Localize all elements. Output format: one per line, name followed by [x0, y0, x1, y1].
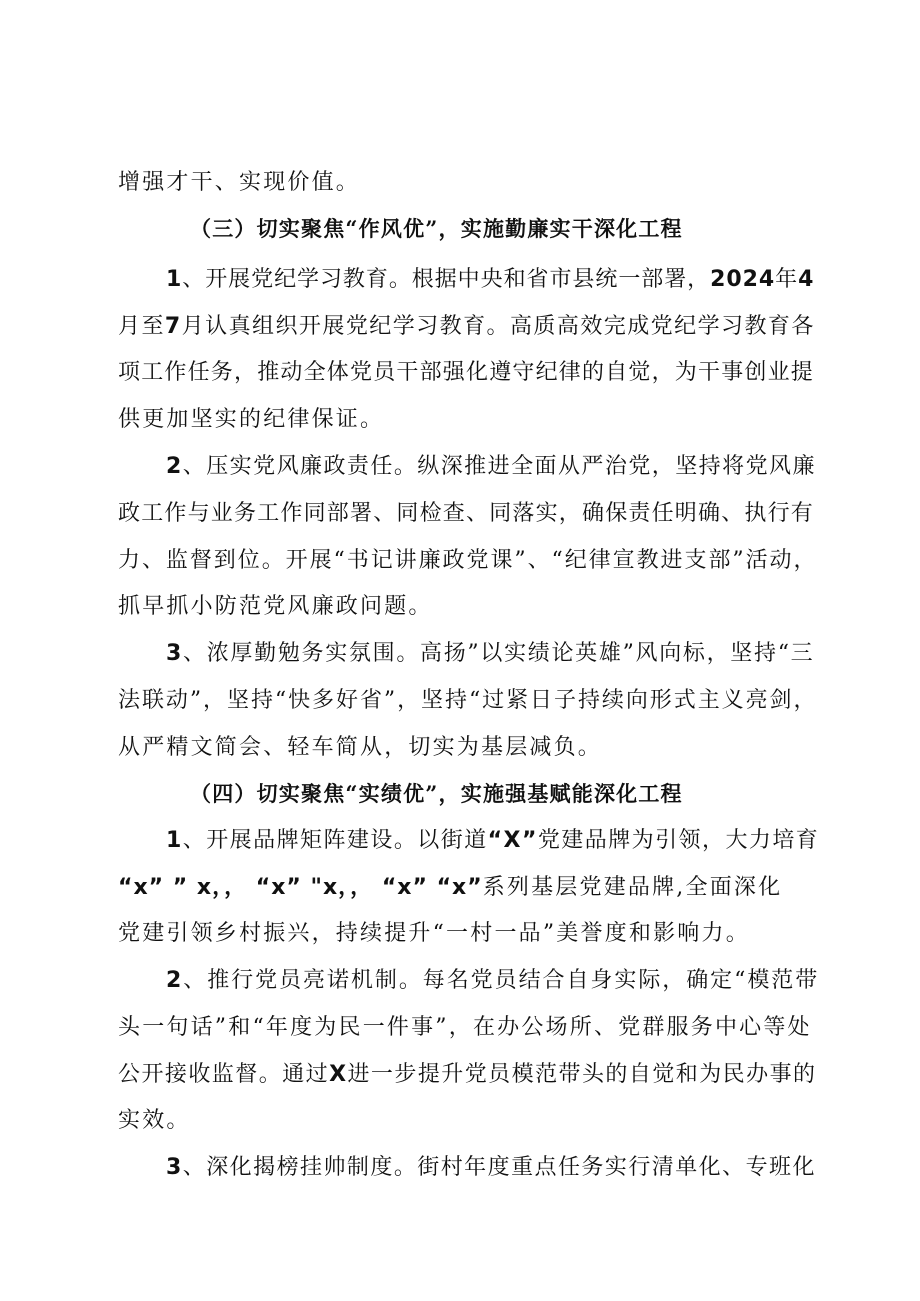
text-span: 从严精文简会、轻车简从，切实为基层减负。	[118, 735, 603, 760]
text-span: 党建引领乡村振兴，持续提升“一村一品”美誉度和影响力。	[118, 921, 750, 946]
text-span: 、浓厚勤勉务实氛围。高扬”以实绩论英雄”风向标，坚持“三	[183, 641, 815, 666]
text-span: 、开展品牌矩阵建设。以街道	[182, 828, 488, 853]
text-span: 、推行党员亮诺机制。每名党员结合自身实际，确定“模范带	[183, 968, 820, 993]
month-number: 4	[798, 267, 815, 292]
body-line	[166, 966, 818, 996]
heading-text: （四）切实聚焦“实绩优”，实施强基赋能深化工程	[190, 781, 683, 806]
text-span: 供更加坚实的纪律保证。	[118, 407, 385, 432]
item-number: 3	[166, 1155, 183, 1180]
body-line	[118, 919, 818, 949]
item-number: 2	[166, 968, 184, 993]
body-line	[118, 499, 818, 529]
text-span: 增强才干、实现价值。	[118, 170, 361, 195]
body-line	[166, 1153, 818, 1183]
body-line	[118, 546, 818, 576]
brand-list: “x” ” x，， “x” "x，， “x” “x”	[118, 875, 483, 900]
text-span: 法联动”，坚持“快多好省”，坚持“过紧日子持续向形式主义亮剑，	[118, 688, 818, 713]
text-span: 年	[775, 267, 799, 292]
text-span: 实效。	[118, 1108, 191, 1133]
section-heading-3	[190, 214, 810, 244]
body-line	[118, 358, 818, 388]
body-line	[166, 826, 818, 856]
heading-text: （三）切实聚焦“作风优”，实施勤廉实干深化工程	[190, 216, 683, 241]
body-line	[166, 452, 818, 482]
text-span: 月认真组织开展党纪学习教育。高质高效完成党纪学习教育各	[181, 314, 815, 339]
item-number: 1	[166, 828, 183, 853]
body-line	[118, 686, 818, 716]
body-line	[118, 733, 818, 763]
body-line	[118, 405, 818, 435]
text-span: 月至	[118, 314, 165, 339]
brand-name: “X”	[487, 828, 538, 853]
text-span: 公开接收监督。通过	[118, 1062, 330, 1087]
item-number: 1	[166, 267, 183, 292]
body-line	[118, 1106, 818, 1136]
item-number: 3	[166, 641, 184, 666]
text-span: 头一句话”和“年度为民一件事”，在办公场所、党群服务中心等处	[118, 1015, 812, 1040]
year-number: 2024	[710, 267, 776, 292]
section-heading-4	[190, 779, 810, 809]
body-line	[118, 1013, 818, 1043]
text-span: 系列基层党建品牌,全面深化	[482, 875, 783, 900]
text-span: 进一步提升党员模范带头的自觉和为民办事的	[347, 1062, 817, 1087]
placeholder-x: X	[329, 1062, 348, 1087]
body-line	[166, 639, 818, 669]
body-line	[166, 265, 818, 295]
body-line	[118, 168, 818, 198]
text-span: 、深化揭榜挂帅制度。街村年度重点任务实行清单化、专班化	[182, 1155, 816, 1180]
text-span: 项工作任务，推动全体党员干部强化遵守纪律的自觉，为干事创业提	[118, 360, 815, 385]
text-span: 力、监督到位。开展“书记讲廉政党课”、“纪律宣教进支部”活动，	[118, 548, 818, 573]
body-line	[118, 592, 818, 622]
item-number: 2	[166, 454, 183, 479]
month-number: 7	[164, 314, 182, 339]
text-span: 抓早抓小防范党风廉政问题。	[118, 594, 433, 619]
text-span: 政工作与业务工作同部署、同检查、同落实，确保责任明确、执行有	[118, 501, 815, 526]
body-line	[118, 873, 818, 903]
text-span: 、开展党纪学习教育。根据中央和省市县统一部署，	[182, 267, 711, 292]
text-span: 、压实党风廉政责任。纵深推进全面从严治党，坚持将党风廉	[182, 454, 816, 479]
text-span: 党建品牌为引领，大力培育	[537, 828, 820, 853]
body-line	[118, 1060, 818, 1090]
body-line	[118, 312, 818, 342]
